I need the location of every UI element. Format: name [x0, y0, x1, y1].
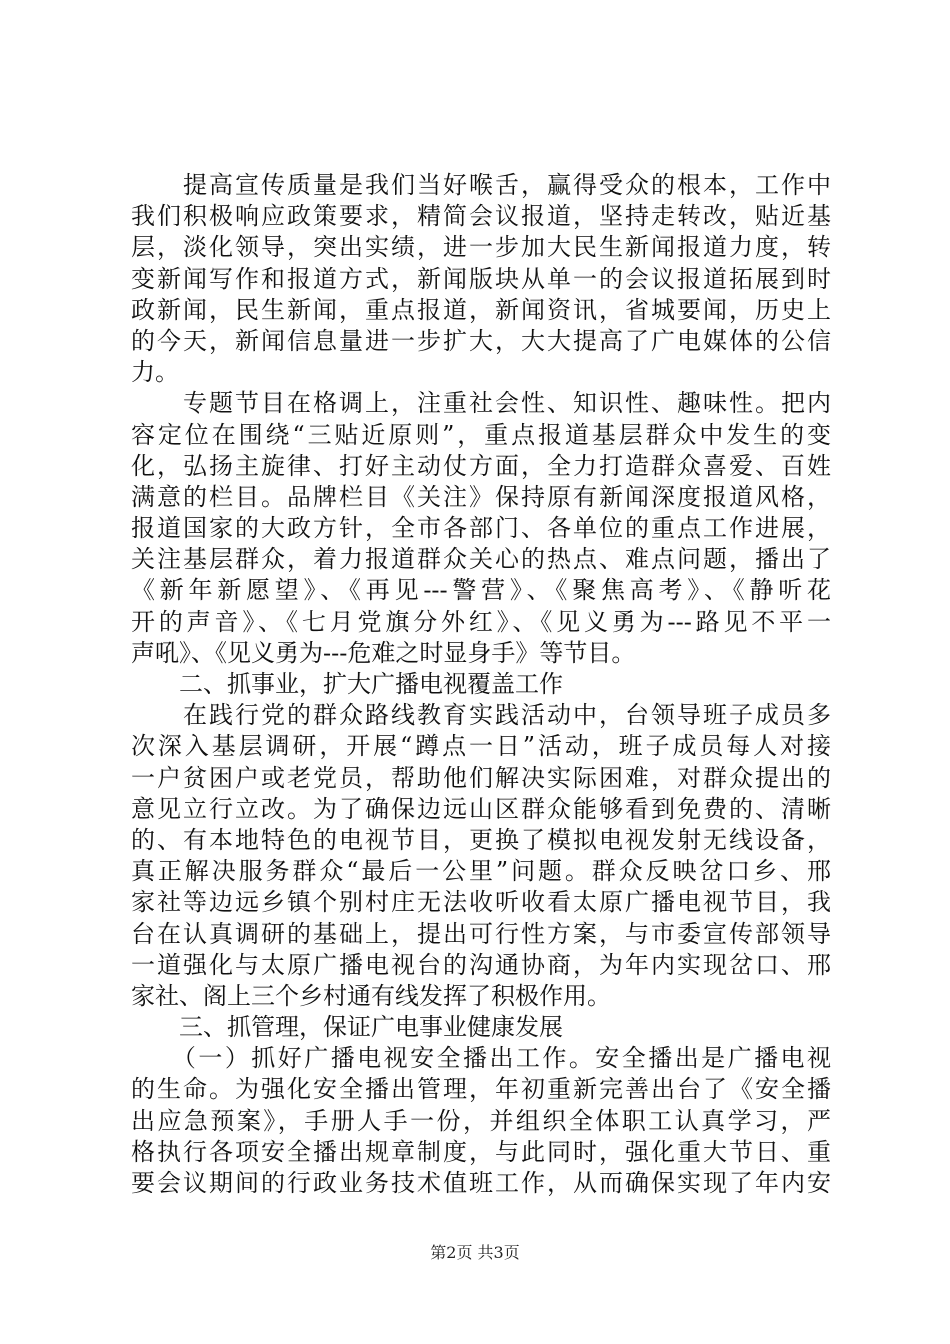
text-line: 层，淡化领导，突出实绩，进一步加大民生新闻报道力度，转 [131, 233, 831, 262]
text-line: 提高宣传质量是我们当好喉舌，赢得受众的根本，工作中 [131, 171, 831, 199]
document-body [131, 170, 831, 1199]
text-line: 报道国家的大政方针，全市各部门、各单位的重点工作进展， [131, 514, 831, 543]
text-line: 真正解决服务群众“最后一公里”问题。群众反映岔口乡、邢 [131, 857, 831, 886]
text-line: 开的声音》、《七月党旗分外红》、《见义勇为---路见不平一 [131, 607, 831, 636]
text-line: 二、抓事业，扩大广播电视覆盖工作 [131, 670, 563, 698]
text-line: 声吼》、《见义勇为---危难之时显身手》等节目。 [131, 638, 636, 667]
text-line: 意见立行立改。为了确保边远山区群众能够看到免费的、清晰 [131, 794, 831, 823]
text-line: 专题节目在格调上，注重社会性、知识性、趣味性。把内 [131, 389, 831, 418]
page-footer: 第2页 共3页 [430, 1243, 520, 1262]
text-line: 出应急预案》，手册人手一份，并组织全体职工认真学习，严 [131, 1106, 831, 1135]
text-line: 在践行党的群众路线教育实践活动中，台领导班子成员多 [131, 701, 831, 730]
text-line: 政新闻，民生新闻，重点报道，新闻资讯，省城要闻，历史上 [131, 295, 831, 324]
text-line: 变新闻写作和报道方式，新闻版块从单一的会议报道拓展到时 [131, 264, 831, 293]
text-line: 要会议期间的行政业务技术值班工作，从而确保实现了年内安 [131, 1169, 831, 1197]
text-line: 格执行各项安全播出规章制度，与此同时，强化重大节日、重 [131, 1137, 831, 1166]
text-line: 化，弘扬主旋律、打好主动仗方面，全力打造群众喜爱、百姓 [131, 451, 831, 480]
text-line: 家社、阁上三个乡村通有线发挥了积极作用。 [131, 981, 611, 1010]
text-line: 台在认真调研的基础上，提出可行性方案，与市委宣传部领导 [131, 919, 831, 948]
text-line: （一）抓好广播电视安全播出工作。安全播出是广播电视 [131, 1044, 831, 1073]
text-line: 三、抓管理，保证广电事业健康发展 [131, 1013, 563, 1042]
text-line: 力。 [131, 358, 179, 387]
text-line: 容定位在围绕“三贴近原则”，重点报道基层群众中发生的变 [131, 420, 831, 449]
text-line: 家社等边远乡镇个别村庄无法收听收看太原广播电视节目，我 [131, 888, 831, 917]
text-line: 一道强化与太原广播电视台的沟通协商，为年内实现岔口、邢 [131, 950, 831, 979]
text-line: 的生命。为强化安全播出管理，年初重新完善出台了《安全播 [131, 1075, 831, 1104]
text-line: 《新年新愿望》、《再见---警营》、《聚焦高考》、《静听花 [131, 576, 831, 605]
text-line: 一户贫困户或老党员，帮助他们解决实际困难，对群众提出的 [131, 763, 831, 792]
text-line: 我们积极响应政策要求，精简会议报道，坚持走转改，贴近基 [131, 202, 831, 231]
text-line: 满意的栏目。品牌栏目《关注》保持原有新闻深度报道风格， [131, 482, 831, 511]
text-line: 的、有本地特色的电视节目，更换了模拟电视发射无线设备， [131, 825, 831, 854]
text-line: 次深入基层调研，开展“蹲点一日”活动，班子成员每人对接 [131, 732, 831, 761]
text-line: 的今天，新闻信息量进一步扩大，大大提高了广电媒体的公信 [131, 326, 831, 355]
text-line: 关注基层群众，着力报道群众关心的热点、难点问题，播出了 [131, 545, 831, 574]
